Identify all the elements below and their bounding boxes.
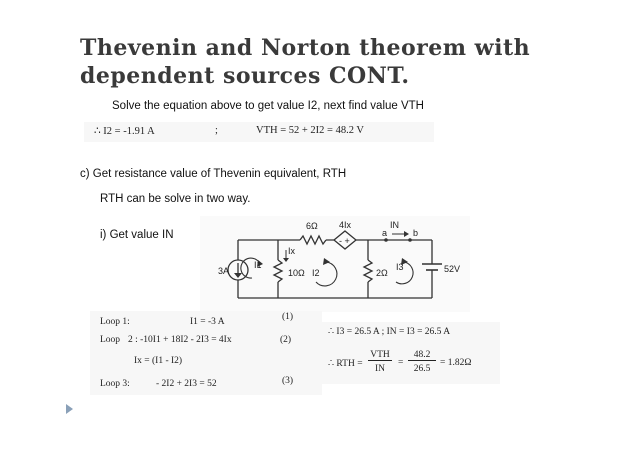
loop2-name: Loop bbox=[100, 335, 121, 345]
label-r3: 2Ω bbox=[376, 268, 388, 278]
label-r1: 6Ω bbox=[306, 221, 318, 231]
label-r2: 10Ω bbox=[288, 268, 305, 278]
result-separator: ; bbox=[215, 125, 218, 136]
circuit-diagram bbox=[200, 216, 470, 312]
ix-eq: Ix = (I1 - I2) bbox=[134, 356, 183, 366]
vth-result: VTH = 52 + 2I2 = 48.2 V bbox=[256, 125, 364, 136]
loop2-num: (2) bbox=[280, 335, 292, 345]
node-a-dot bbox=[384, 238, 388, 242]
label-plus-minus: - + bbox=[339, 236, 350, 246]
label-i3: I3 bbox=[396, 262, 404, 272]
label-i2: I2 bbox=[312, 268, 320, 278]
rth-frac-num2: 48.2 bbox=[408, 350, 436, 361]
loop3-name: Loop 3: bbox=[100, 379, 130, 389]
rth-frac-den2: 26.5 bbox=[413, 364, 431, 374]
label-i1: I1 bbox=[254, 260, 262, 270]
rth-equals: = bbox=[398, 358, 404, 368]
part-c-text: c) Get resistance value of Thevenin equivalent, RTH bbox=[80, 168, 347, 180]
label-v: 52V bbox=[444, 264, 461, 274]
label-in: IN bbox=[390, 220, 399, 230]
slide-bullet-icon bbox=[66, 404, 73, 414]
instruction-text: Solve the equation above to get value I2, next find value VTH bbox=[112, 100, 424, 112]
loop1-num: (1) bbox=[282, 312, 294, 322]
loop2-eq: 2 : -10I1 + 18I2 - 2I3 = 4Ix bbox=[128, 335, 232, 345]
label-node-a: a bbox=[382, 228, 388, 238]
rth-value: = 1.82Ω bbox=[440, 358, 472, 368]
i2-result: ∴ I2 = -1.91 A bbox=[94, 126, 155, 137]
i3-result: ∴ I3 = 26.5 A ; IN = I3 = 26.5 A bbox=[328, 327, 451, 337]
slide-title bbox=[80, 34, 550, 90]
label-dep-src: 4Ix bbox=[339, 220, 352, 230]
label-node-b: b bbox=[413, 228, 419, 238]
loop1-eq: I1 = -3 A bbox=[190, 317, 225, 327]
loop3-eq: - 2I2 + 2I3 = 52 bbox=[156, 379, 217, 389]
label-ix: Ix bbox=[288, 246, 296, 256]
rth-frac-den1: IN bbox=[374, 364, 386, 374]
node-b-dot bbox=[408, 238, 412, 242]
rth-ways-text: RTH can be solve in two way. bbox=[100, 193, 251, 205]
loop1-name: Loop 1: bbox=[100, 317, 130, 327]
title-line-2: dependent sources CONT. bbox=[80, 63, 410, 89]
label-src: 3A bbox=[218, 266, 230, 276]
rth-prefix: ∴ RTH = bbox=[328, 359, 363, 369]
rth-frac-num1: VTH bbox=[368, 350, 392, 361]
title-line-1: Thevenin and Norton theorem with bbox=[80, 35, 531, 61]
step-i-text: i) Get value IN bbox=[100, 229, 174, 241]
loop3-num: (3) bbox=[282, 376, 294, 386]
